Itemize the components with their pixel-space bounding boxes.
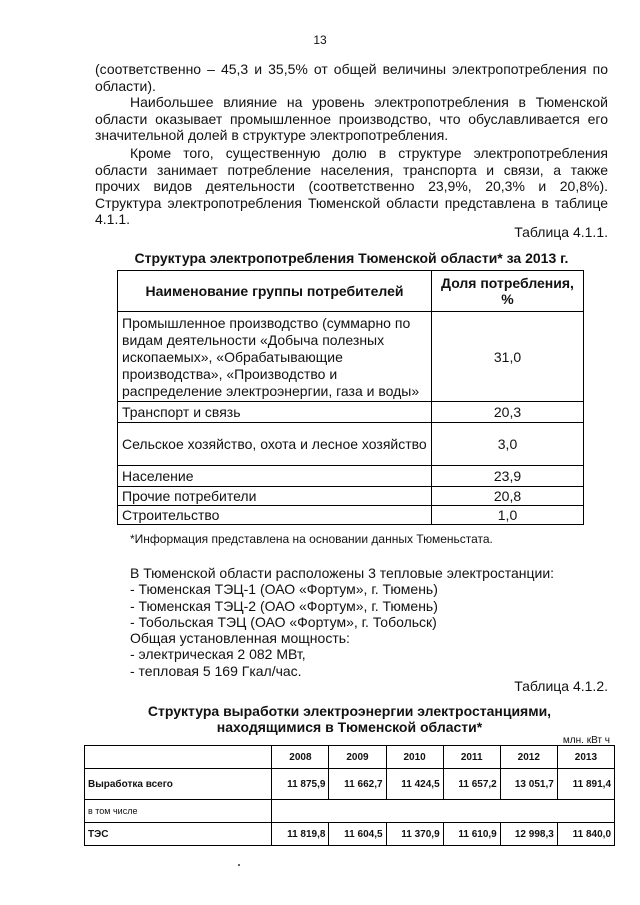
year-header: 2013: [557, 746, 614, 769]
stations-list: [130, 565, 554, 679]
empty-header-cell: [85, 746, 272, 769]
table-row: [85, 800, 615, 823]
table-header-row: [118, 271, 584, 312]
table2-caption-line2: находящимися в Тюменской области*: [216, 719, 483, 735]
value-cell: 12 998,3: [500, 823, 557, 846]
table-row: [85, 769, 615, 800]
capacity-item: - электрическая 2 082 МВт,: [130, 646, 306, 663]
table2-units: млн. кВт ч: [562, 735, 610, 746]
table-row: [118, 487, 584, 506]
capacity-item: - тепловая 5 169 Гкал/час.: [130, 662, 302, 679]
group-name: Промышленное производство (суммарно по видам деятельности «Добыча полезных ископаемых», «Обрабатывающие производства», «Производство и распределение электроэнергии, газа и воды»: [118, 312, 432, 402]
paragraph-3: Кроме того, существенную долю в структуре электропотребления области занимает потребление населения, транспорта и связи, а также прочих видов деятельности (соответственно 23,9%, 20,3% и 20,8%). Структура электропотребления Тюменской области представлена в таблице 4.1.1.: [95, 145, 608, 227]
value-cell: 11 657,2: [443, 769, 500, 800]
page-number: 13: [313, 33, 327, 47]
group-share: 20,3: [432, 402, 584, 423]
value-cell: 11 662,7: [329, 769, 386, 800]
consumption-table: [117, 270, 584, 525]
year-header: 2010: [386, 746, 443, 769]
row-name: ТЭС: [85, 823, 272, 846]
group-name: Транспорт и связь: [118, 402, 432, 423]
year-header: 2009: [329, 746, 386, 769]
value-cell: 11 840,0: [557, 823, 614, 846]
station-item: - Тобольская ТЭЦ (ОАО «Фортум», г. Тобольск): [130, 613, 437, 630]
capacity-label: Общая установленная мощность:: [130, 630, 350, 647]
paragraph-2: Наибольшее влияние на уровень электропотребления в Тюменской области оказывает промышленное производство, что обуславливается его значительной долей в структуре электропотребления.: [95, 94, 608, 143]
value-cell: 11 610,9: [443, 823, 500, 846]
group-name: Население: [118, 466, 432, 487]
value-cell: 11 370,9: [386, 823, 443, 846]
value-cell: 11 819,8: [272, 823, 329, 846]
group-share: 1,0: [432, 506, 584, 525]
table-row: [118, 466, 584, 487]
group-name: Сельское хозяйство, охота и лесное хозяйство: [118, 423, 432, 466]
column-header-group: Наименование группы потребителей: [118, 271, 432, 312]
value-cell: 11 424,5: [386, 769, 443, 800]
table-row: [85, 823, 615, 846]
year-header: 2011: [443, 746, 500, 769]
table2-caption-line1: Структура выработки электроэнергии электростанциями,: [147, 703, 552, 719]
paragraph-1: (соответственно – 45,3 и 35,5% от общей величины электропотребления по области).: [95, 61, 608, 94]
value-cell: 11 891,4: [557, 769, 614, 800]
table-row: [118, 423, 584, 466]
table-row: [118, 312, 584, 402]
station-item: - Тюменская ТЭЦ-1 (ОАО «Фортум», г. Тюмень): [130, 581, 438, 598]
column-header-share: Доля потребления, %: [432, 271, 584, 312]
table-header-row: [85, 746, 615, 769]
value-cell: 11 875,9: [272, 769, 329, 800]
value-cell: 11 604,5: [329, 823, 386, 846]
scan-dot: [238, 864, 240, 866]
stations-intro: В Тюменской области расположены 3 тепловые электростанции:: [130, 565, 555, 581]
row-name: Выработка всего: [85, 769, 272, 800]
group-name: Прочие потребители: [118, 487, 432, 506]
table2-label: Таблица 4.1.2.: [514, 678, 608, 694]
row-name: в том числе: [85, 800, 272, 823]
station-item: - Тюменская ТЭЦ-2 (ОАО «Фортум», г. Тюмень): [130, 597, 438, 614]
group-share: 20,8: [432, 487, 584, 506]
table1-label: Таблица 4.1.1.: [514, 224, 608, 240]
group-share: 23,9: [432, 466, 584, 487]
table-row: [118, 506, 584, 525]
group-name: Строительство: [118, 506, 432, 525]
year-header: 2008: [272, 746, 329, 769]
table1-caption: Структура электропотребления Тюменской области* за 2013 г.: [134, 250, 569, 266]
value-cell: 13 051,7: [500, 769, 557, 800]
table-row: [118, 402, 584, 423]
group-share: 31,0: [432, 312, 584, 402]
group-share: 3,0: [432, 423, 584, 466]
table1-note: *Информация представлена на основании данных Тюменьстата.: [130, 532, 493, 546]
year-header: 2012: [500, 746, 557, 769]
empty-span-cell: [272, 800, 615, 823]
generation-table: [84, 745, 615, 846]
